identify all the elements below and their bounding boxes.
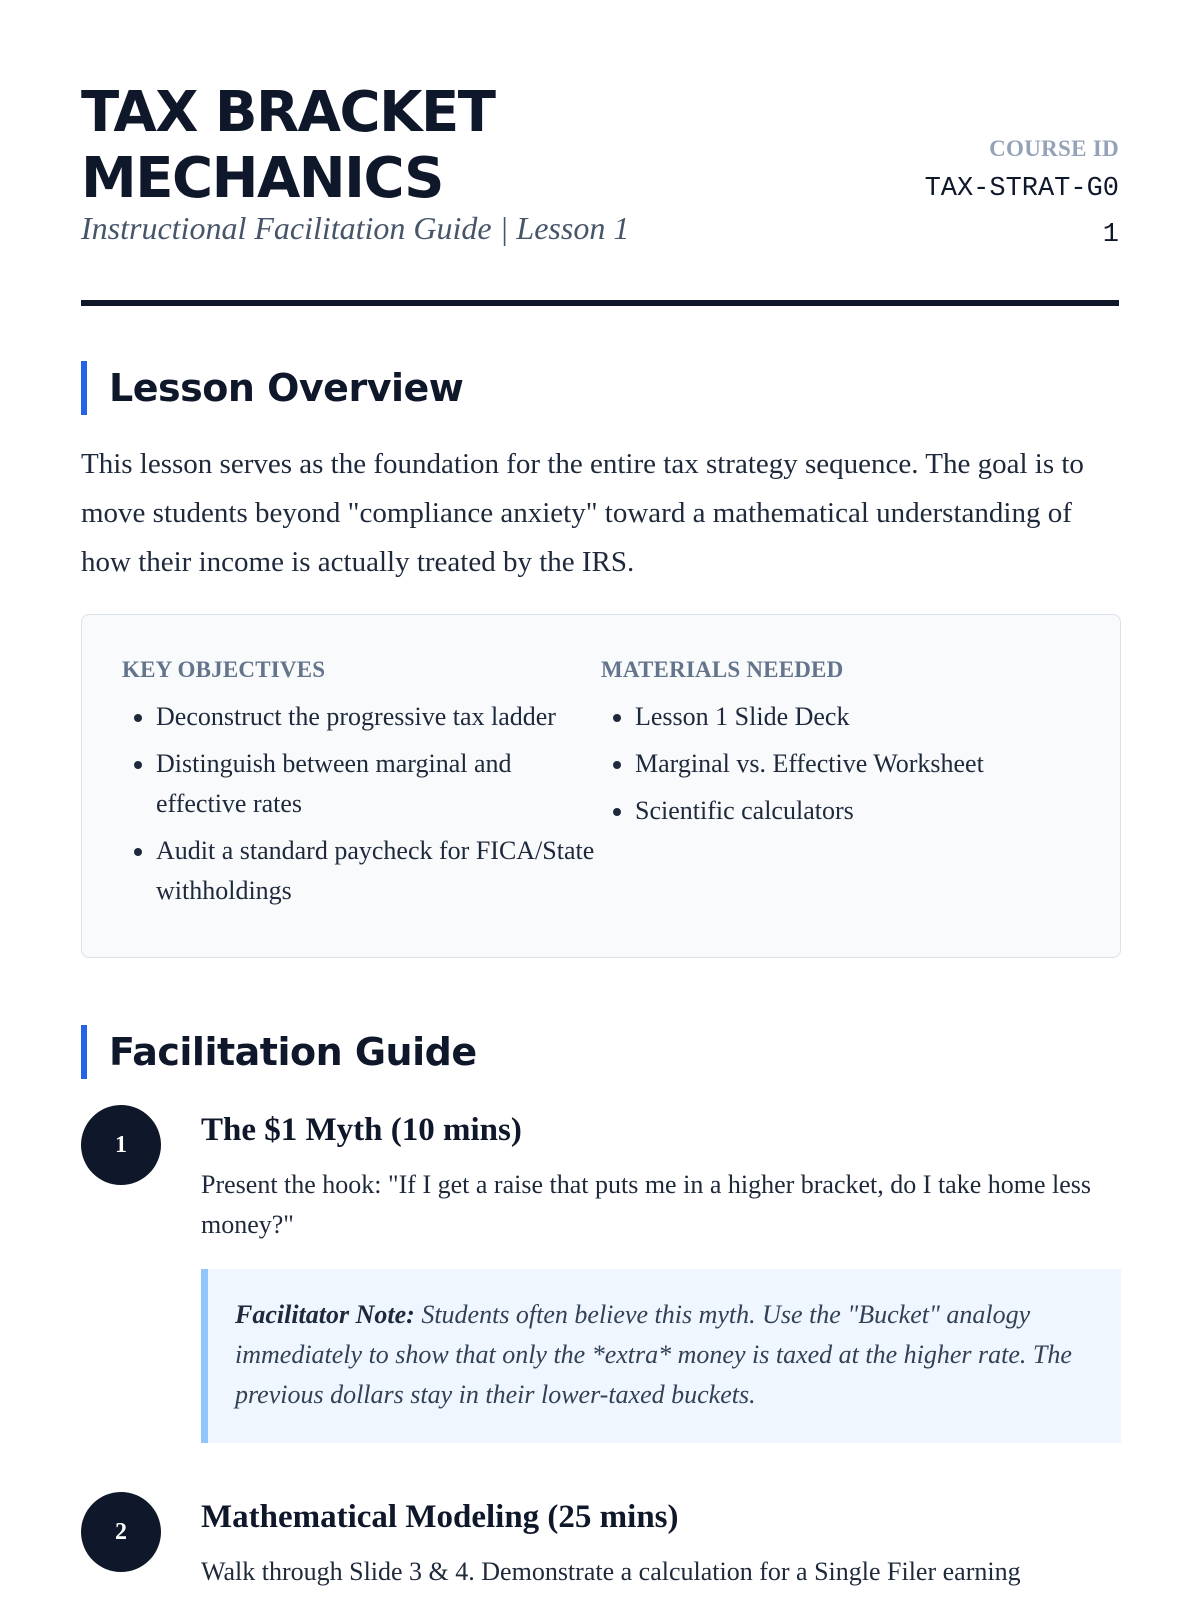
step-description: Present the hook: "If I get a raise that puts me in a higher bracket, do I take home less money?" <box>201 1170 1092 1239</box>
document-header <box>81 0 1119 250</box>
step-body <box>201 1494 1121 1592</box>
header-divider <box>81 300 1119 306</box>
section-heading-guide <box>81 1025 477 1079</box>
list-item: • Marginal vs. Effective Worksheet <box>635 744 1080 784</box>
key-objectives-label: KEY OBJECTIVES <box>122 657 326 682</box>
facilitator-note-text: Students often believe this myth. Use the "Bucket" analogy immediately to show that only the *extra* money is taxed at the higher rate. The previous dollars stay in their lower-taxed buckets. <box>235 1300 1072 1409</box>
step-body <box>201 1107 1121 1443</box>
lesson-info-box <box>81 614 1121 958</box>
course-id-label: COURSE ID <box>989 136 1119 161</box>
key-objectives-list <box>122 697 601 911</box>
list-item: • Audit a standard paycheck for FICA/State withholdings <box>156 831 601 911</box>
course-id-block <box>879 132 1119 258</box>
step-title: Mathematical Modeling (25 mins) <box>201 1499 679 1535</box>
step-description: Walk through Slide 3 & 4. Demonstrate a calculation for a Single Filer earning <box>201 1557 1021 1586</box>
page-subtitle: Instructional Facilitation Guide | Lesson 1 <box>81 210 630 246</box>
materials-column <box>601 655 1080 917</box>
step-number-badge: 2 <box>81 1492 161 1572</box>
materials-label: MATERIALS NEEDED <box>601 657 844 682</box>
list-item: • Distinguish between marginal and effective rates <box>156 744 601 824</box>
key-objectives-column <box>122 655 601 917</box>
guide-step-2 <box>81 1492 1121 1592</box>
step-title: The $1 Myth (10 mins) <box>201 1112 522 1148</box>
section-heading-text: Facilitation Guide <box>109 1030 477 1074</box>
list-item: • Lesson 1 Slide Deck <box>635 697 1080 737</box>
section-heading-text: Lesson Overview <box>109 366 464 410</box>
guide-step-1 <box>81 1105 1121 1443</box>
overview-paragraph: This lesson serves as the foundation for the entire tax strategy sequence. The goal is to move students beyond "compliance anxiety" toward a mathematical understanding of how their income is actually treated by the IRS. <box>81 448 1084 578</box>
facilitator-note-label: Facilitator Note: <box>235 1300 415 1329</box>
materials-list <box>601 697 1080 831</box>
list-item: • Scientific calculators <box>635 791 1080 831</box>
section-accent-bar <box>81 361 87 415</box>
facilitator-note <box>201 1269 1121 1443</box>
section-heading-overview <box>81 361 463 415</box>
course-id-value: TAX-STRAT-G01 <box>924 174 1119 250</box>
page-title: TAX BRACKET MECHANICS <box>81 80 495 211</box>
list-item: • Deconstruct the progressive tax ladder <box>156 697 601 737</box>
section-accent-bar <box>81 1025 87 1079</box>
step-number-badge: 1 <box>81 1105 161 1185</box>
